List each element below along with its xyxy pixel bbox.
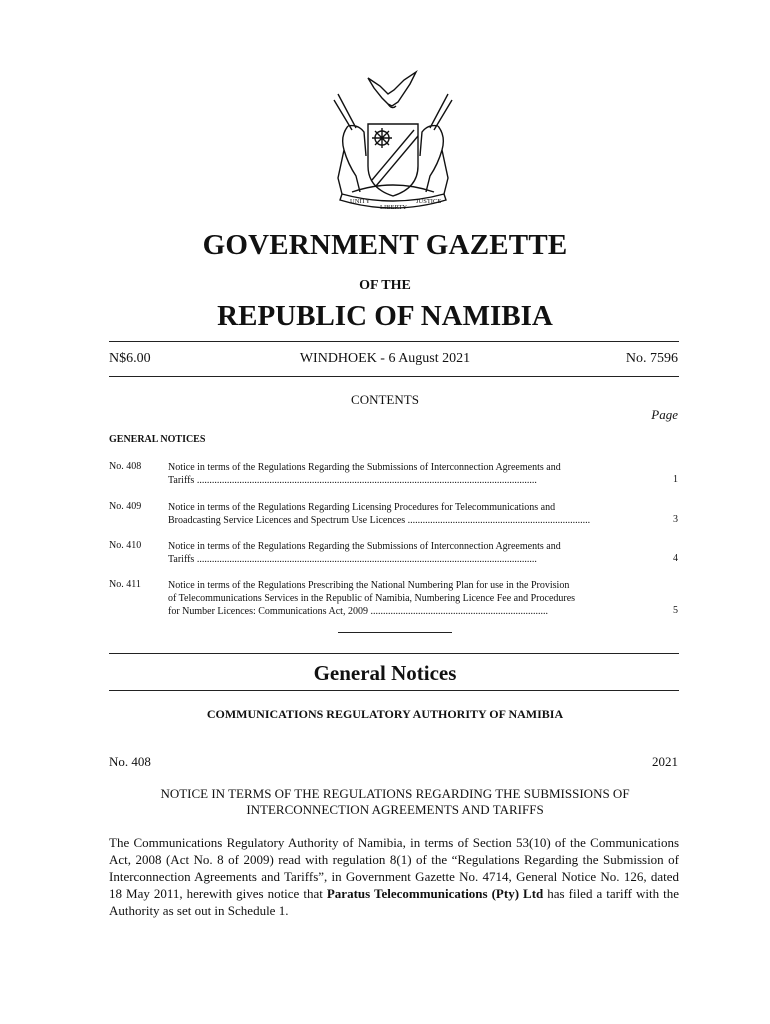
toc-line-dotted: Tariffs ........................................................................................................................................ [168, 554, 537, 565]
toc-item-page: 1 [673, 474, 678, 485]
motto-liberty: LIBERTY [380, 204, 408, 211]
section-title: General Notices [313, 661, 457, 685]
toc-item-number: No. 409 [109, 501, 142, 512]
notice-title-line: NOTICE IN TERMS OF THE REGULATIONS REGARDING THE SUBMISSIONS OF [160, 786, 630, 801]
toc-line: Notice in terms of the Regulations Prescribing the National Numbering Plan for use in the Provision [168, 580, 570, 591]
company-name: Paratus Telecommunications (Pty) Ltd [326, 886, 544, 901]
toc-item-page: 5 [673, 605, 678, 616]
notice-number: No. 408 [109, 754, 151, 769]
notice-body [109, 834, 679, 919]
notice-title-line: INTERCONNECTION AGREEMENTS AND TARIFFS [246, 802, 544, 817]
notice-title [130, 786, 660, 818]
motto-justice: JUSTICE [416, 198, 442, 205]
section-rule-top [109, 653, 679, 654]
toc-item-number: No. 408 [109, 461, 142, 472]
notice-year: 2021 [652, 754, 678, 769]
contents-section-heading: GENERAL NOTICES [109, 434, 206, 445]
toc-item-page: 3 [673, 514, 678, 525]
toc-item-text [168, 461, 638, 487]
toc-item-text [168, 540, 638, 566]
toc-line: Notice in terms of the Regulations Regarding the Submissions of Interconnection Agreements and [168, 541, 561, 552]
toc-line-dotted: Broadcasting Service Licences and Spectrum Use Licences ......................................................................... [168, 515, 591, 526]
toc-line: Notice in terms of the Regulations Regarding the Submissions of Interconnection Agreements and [168, 462, 561, 473]
toc-line-dotted: Tariffs ........................................................................................................................................ [168, 475, 537, 486]
gazette-title: GOVERNMENT GAZETTE [202, 229, 568, 261]
place-date: WINDHOEK - 6 August 2021 [299, 351, 471, 366]
header-rule-bottom [109, 376, 679, 377]
header-rule-top [109, 341, 679, 342]
contents-end-divider [338, 632, 452, 633]
of-the-label: OF THE [359, 278, 411, 293]
page-column-label: Page [651, 407, 678, 422]
contents-heading: CONTENTS [351, 392, 419, 407]
coat-of-arms-emblem [318, 66, 468, 216]
authority-heading: COMMUNICATIONS REGULATORY AUTHORITY OF NAMIBIA [206, 707, 564, 721]
price: N$6.00 [109, 351, 151, 366]
toc-line: of Telecommunications Services in the Republic of Namibia, Numbering Licence Fee and Procedures [168, 593, 576, 604]
toc-line-dotted: for Number Licences: Communications Act, 2009 ....................................................................... [168, 606, 548, 617]
section-rule-bottom [109, 690, 679, 691]
motto-unity: UNITY [350, 198, 371, 205]
toc-item-text [168, 501, 638, 527]
toc-item-page: 4 [673, 553, 678, 564]
republic-title: REPUBLIC OF NAMIBIA [217, 300, 553, 332]
toc-line: Notice in terms of the Regulations Regarding Licensing Procedures for Telecommunications and [168, 502, 556, 513]
toc-item-number: No. 411 [109, 579, 141, 590]
notice-body-text-end: has filed a tariff with the Authority as set out in Schedule 1. [109, 886, 680, 918]
toc-item-number: No. 410 [109, 540, 142, 551]
notice-body-text: The Communications Regulatory Authority of Namibia, in terms of Section 53(10) of the Communications Act, 2008 (Act No. 8 of 2009) read with regulation 8(1) of the “Regulations Regarding the Submission of Interconnection Agreements and Tariffs”, in Government Gazette No. 4714, General Notice No. 126, dated 18 May 2011, herewith gives notice that [109, 835, 679, 901]
gazette-number: No. 7596 [625, 351, 678, 366]
toc-item-text [168, 579, 638, 618]
